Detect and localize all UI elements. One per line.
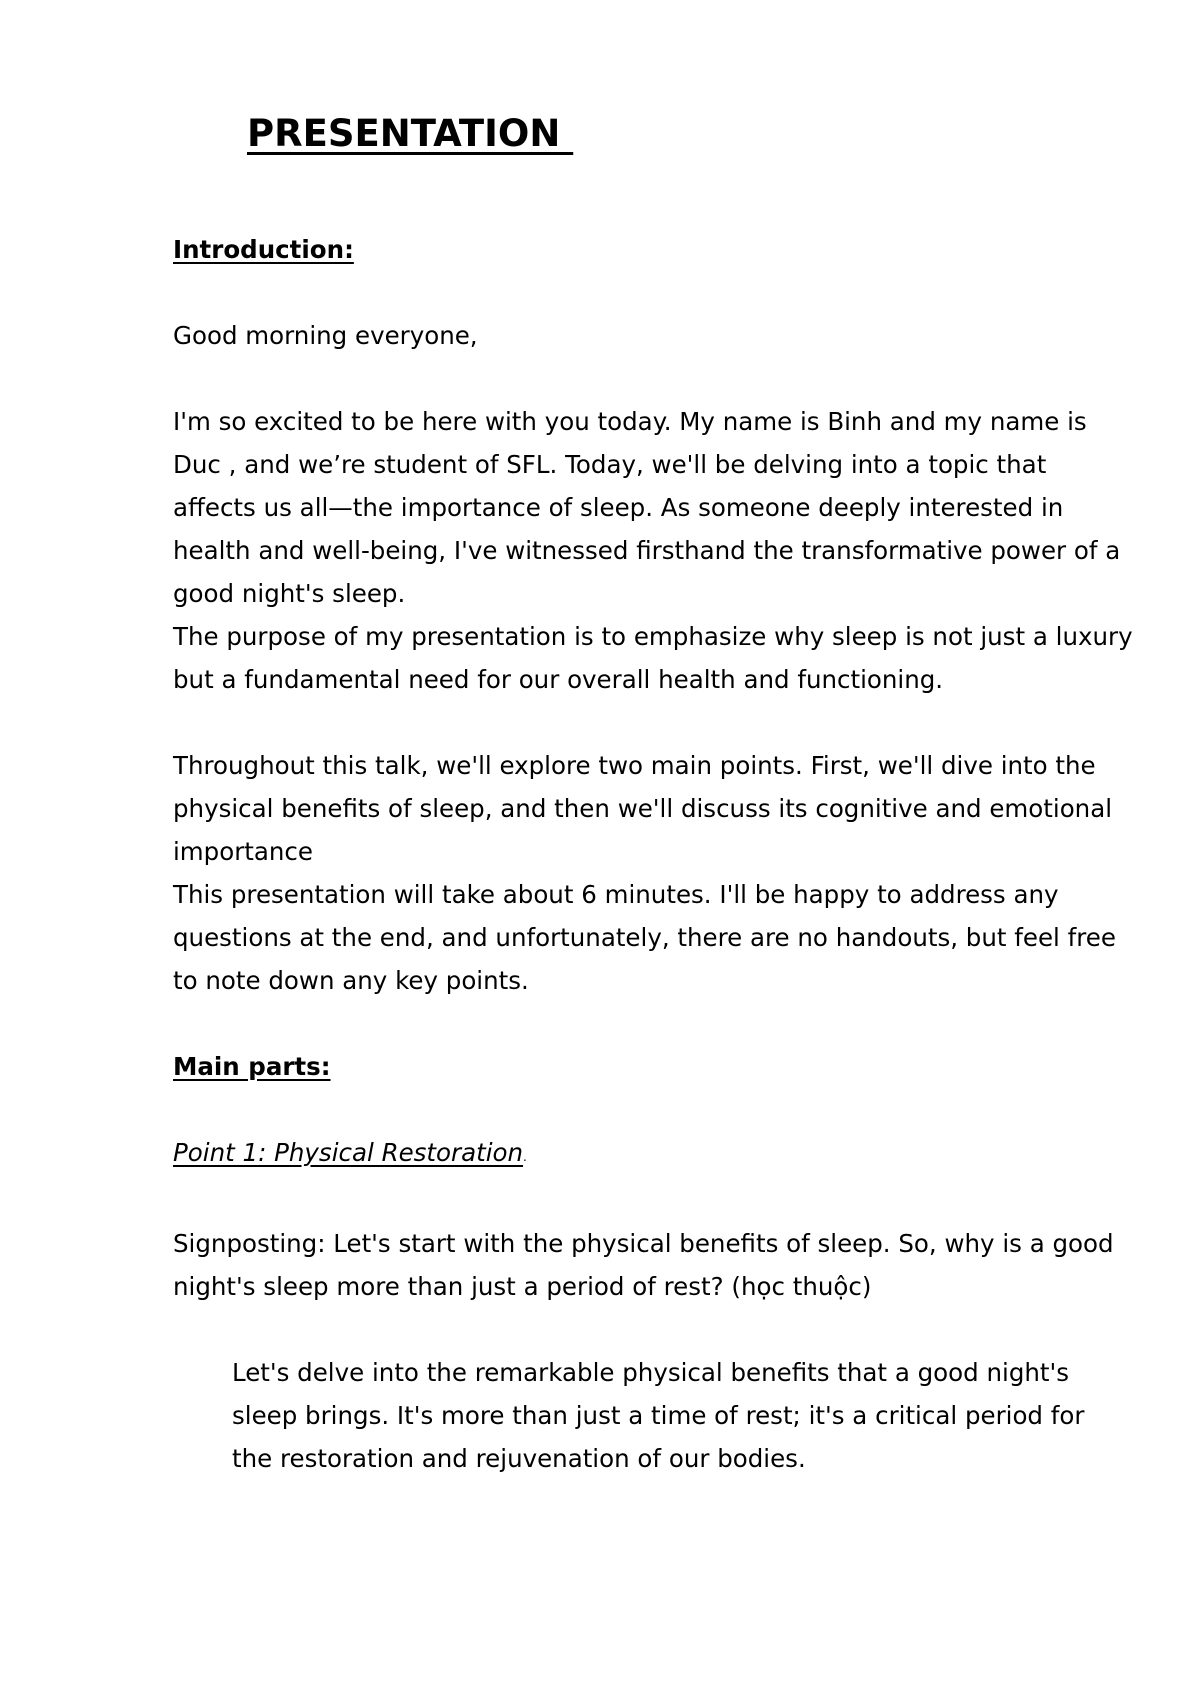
greeting-paragraph: Good morning everyone, — [173, 321, 478, 350]
intro-paragraph-4: This presentation will take about 6 minutes. I'll be happy to address any questions at the end, and unfortunately, there are no handouts, but feel free to note down any key points. — [173, 880, 1116, 995]
point-1-heading-trailer: . — [523, 1150, 527, 1164]
introduction-heading: Introduction: — [173, 235, 354, 264]
point-1-heading-line — [173, 1131, 1133, 1179]
intro-paragraph-1: I'm so excited to be here with you today. My name is Binh and my name is Duc , and we’re student of SFL. Today, we'll be delving into a topic that affects us all—the importance of sleep. As someone deeply interested in health and well-being, I've witnessed firsthand the transformative power of a good night's sleep. — [173, 407, 1121, 608]
point-1-heading: Point 1: Physical Restoration — [173, 1138, 524, 1167]
document-title: PRESENTATION — [247, 112, 574, 155]
intro-paragraph-2: The purpose of my presentation is to emphasize why sleep is not just a luxury but a fundamental need for our overall health and functioning. — [173, 622, 1133, 694]
signposting-paragraph: Signposting: Let's start with the physical benefits of sleep. So, why is a good night's sleep more than just a period of rest? (học thuộc) — [173, 1229, 1114, 1301]
main-parts-heading: Main parts: — [173, 1052, 331, 1081]
intro-paragraph-3: Throughout this talk, we'll explore two main points. First, we'll dive into the physical benefits of sleep, and then we'll discuss its cognitive and emotional importance — [173, 751, 1113, 866]
document-body — [173, 228, 1133, 1480]
point-1-paragraph: Let's delve into the remarkable physical benefits that a good night's sleep brings. It's more than just a time of rest; it's a critical period for the restoration and rejuvenation of our bodies. — [232, 1358, 1085, 1473]
